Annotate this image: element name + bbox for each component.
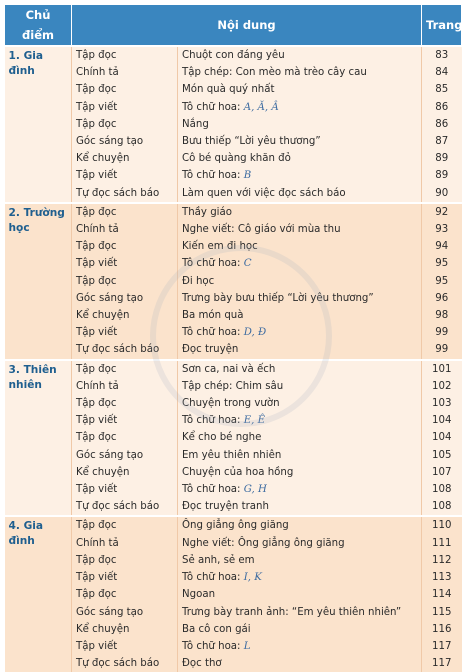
row-content-text: Đi học [182, 275, 215, 287]
row-page-number: 108 [422, 498, 462, 516]
row-subject: Tự đọc sách báo [72, 498, 178, 516]
row-content [178, 447, 422, 464]
header-topic: Chủ điểm [5, 5, 72, 47]
row-content-text: Thầy giáo [182, 206, 232, 218]
row-content-text: Tô chữ hoa: [182, 170, 244, 182]
table-row [5, 150, 462, 167]
row-subject: Góc sáng tạo [72, 604, 178, 621]
row-content-text: Nghe viết: Ông giẳng ông giăng [182, 537, 345, 549]
row-subject: Tự đọc sách báo [72, 341, 178, 359]
table-row [5, 516, 462, 534]
row-page-number: 117 [422, 655, 462, 672]
row-page-number: 95 [422, 273, 462, 290]
row-content-text: Chuyện trong vườn [182, 398, 280, 410]
table-of-contents [4, 4, 462, 672]
section-topic: 1. Gia đình [5, 46, 72, 203]
row-subject: Tự đọc sách báo [72, 655, 178, 672]
table-row [5, 185, 462, 203]
row-page-number: 104 [422, 412, 462, 429]
row-content-text: Tô chữ hoa: [182, 484, 244, 496]
row-subject: Góc sáng tạo [72, 290, 178, 307]
row-content-text: Kiến em đi học [182, 241, 258, 253]
row-subject: Tập đọc [72, 81, 178, 98]
row-content-text: Nghe viết: Cô giáo với mùa thu [182, 224, 341, 236]
row-page-number: 104 [422, 429, 462, 446]
row-content [178, 552, 422, 569]
row-page-number: 86 [422, 116, 462, 133]
row-content [178, 429, 422, 446]
row-content [178, 638, 422, 655]
row-content [178, 167, 422, 184]
row-subject: Tập viết [72, 481, 178, 498]
row-page-number: 86 [422, 99, 462, 116]
table-row [5, 498, 462, 516]
row-content [178, 133, 422, 150]
row-page-number: 115 [422, 604, 462, 621]
row-content [178, 116, 422, 133]
row-subject: Kể chuyện [72, 621, 178, 638]
table-row [5, 412, 462, 429]
row-page-number: 89 [422, 150, 462, 167]
table-row [5, 116, 462, 133]
table-row [5, 255, 462, 272]
row-content [178, 464, 422, 481]
row-content [178, 290, 422, 307]
row-content [178, 81, 422, 98]
row-page-number: 116 [422, 621, 462, 638]
row-subject: Kể chuyện [72, 150, 178, 167]
row-content-text: Chuyện của hoa hồng [182, 466, 294, 478]
table-row [5, 290, 462, 307]
row-subject: Tập đọc [72, 203, 178, 221]
row-content [178, 655, 422, 672]
row-page-number: 112 [422, 552, 462, 569]
row-subject: Góc sáng tạo [72, 447, 178, 464]
row-subject: Tập đọc [72, 273, 178, 290]
row-page-number: 95 [422, 255, 462, 272]
table-row [5, 273, 462, 290]
row-subject: Chính tả [72, 378, 178, 395]
row-content [178, 46, 422, 64]
row-content-text: Tô chữ hoa: [182, 415, 244, 427]
row-subject: Tập đọc [72, 516, 178, 534]
row-content [178, 307, 422, 324]
table-row [5, 81, 462, 98]
row-script-letters: C [243, 258, 252, 270]
table-row [5, 395, 462, 412]
row-subject: Tập đọc [72, 552, 178, 569]
row-page-number: 99 [422, 341, 462, 359]
row-page-number: 87 [422, 133, 462, 150]
row-subject: Tập đọc [72, 586, 178, 603]
row-subject: Tập viết [72, 412, 178, 429]
table-row [5, 99, 462, 116]
row-page-number: 99 [422, 324, 462, 341]
table-row [5, 378, 462, 395]
row-content-text: Bưu thiếp “Lời yêu thương” [182, 136, 321, 148]
row-script-letters: E, Ê [243, 415, 266, 427]
row-content [178, 221, 422, 238]
row-content [178, 273, 422, 290]
row-content-text: Tập chép: Con mèo mà trèo cây cau [182, 67, 367, 79]
row-content [178, 99, 422, 116]
row-page-number: 102 [422, 378, 462, 395]
table-row [5, 655, 462, 672]
row-content-text: Ngoan [182, 589, 216, 601]
row-content [178, 238, 422, 255]
row-content [178, 255, 422, 272]
row-content [178, 185, 422, 203]
row-subject: Tập viết [72, 167, 178, 184]
row-content [178, 412, 422, 429]
row-page-number: 105 [422, 447, 462, 464]
row-page-number: 111 [422, 535, 462, 552]
row-content-text: Tô chữ hoa: [182, 258, 244, 270]
row-content-text: Sẻ anh, sẻ em [182, 554, 255, 566]
row-page-number: 89 [422, 167, 462, 184]
row-content-text: Chuột con đáng yêu [182, 50, 285, 61]
row-page-number: 84 [422, 64, 462, 81]
row-script-letters: L [243, 640, 251, 652]
row-content-text: Tô chữ hoa: [182, 572, 244, 584]
row-content-text: Tô chữ hoa: [182, 101, 244, 113]
row-page-number: 108 [422, 481, 462, 498]
row-content [178, 203, 422, 221]
row-content-text: Trưng bày tranh ảnh: “Em yêu thiên nhiên” [182, 606, 402, 618]
row-subject: Góc sáng tạo [72, 133, 178, 150]
row-content-text: Làm quen với việc đọc sách báo [182, 187, 346, 199]
row-content [178, 516, 422, 534]
row-content [178, 569, 422, 586]
row-page-number: 110 [422, 516, 462, 534]
row-content [178, 621, 422, 638]
row-content-text: Em yêu thiên nhiên [182, 449, 282, 461]
row-page-number: 103 [422, 395, 462, 412]
toc-container [4, 4, 461, 672]
row-subject: Tập viết [72, 569, 178, 586]
table-row [5, 167, 462, 184]
table-row [5, 638, 462, 655]
row-content [178, 586, 422, 603]
table-header-row [5, 5, 462, 47]
row-page-number: 85 [422, 81, 462, 98]
row-script-letters: I, K [243, 572, 262, 584]
row-page-number: 92 [422, 203, 462, 221]
row-content-text: Nắng [182, 118, 209, 130]
row-content-text: Ba món quà [182, 310, 244, 322]
row-content [178, 395, 422, 412]
table-row [5, 238, 462, 255]
row-content-text: Đọc thơ [182, 658, 222, 670]
row-content [178, 604, 422, 621]
table-row [5, 569, 462, 586]
table-row [5, 621, 462, 638]
row-page-number: 117 [422, 638, 462, 655]
row-subject: Kể chuyện [72, 464, 178, 481]
row-subject: Tập đọc [72, 429, 178, 446]
row-content-text: Tô chữ hoa: [182, 327, 244, 339]
table-row [5, 429, 462, 446]
table-row [5, 447, 462, 464]
row-page-number: 96 [422, 290, 462, 307]
row-page-number: 93 [422, 221, 462, 238]
row-script-letters: D, Đ [243, 327, 267, 339]
row-subject: Tập đọc [72, 46, 178, 64]
row-content-text: Tô chữ hoa: [182, 640, 244, 652]
header-page: Trang [422, 5, 462, 47]
row-content-text: Sơn ca, nai và ếch [182, 363, 276, 375]
row-subject: Tập viết [72, 255, 178, 272]
row-content [178, 324, 422, 341]
row-subject: Tập đọc [72, 116, 178, 133]
table-row [5, 535, 462, 552]
row-content-text: Đọc truyện tranh [182, 501, 269, 513]
table-row [5, 481, 462, 498]
row-content-text: Ông giẳng ông giăng [182, 520, 289, 532]
row-page-number: 107 [422, 464, 462, 481]
row-page-number: 94 [422, 238, 462, 255]
row-subject: Tập đọc [72, 395, 178, 412]
table-row [5, 133, 462, 150]
table-row [5, 221, 462, 238]
row-page-number: 113 [422, 569, 462, 586]
table-row [5, 341, 462, 359]
row-subject: Chính tả [72, 221, 178, 238]
row-script-letters: B [243, 170, 252, 182]
table-row [5, 46, 462, 64]
row-subject: Tập viết [72, 99, 178, 116]
row-content [178, 481, 422, 498]
row-content [178, 360, 422, 378]
row-content-text: Cô bé quàng khăn đỏ [182, 153, 291, 165]
section-topic: 2. Trường học [5, 203, 72, 360]
section-topic: 3. Thiên nhiên [5, 360, 72, 517]
row-subject: Tập viết [72, 638, 178, 655]
row-content [178, 498, 422, 516]
row-content-text: Ba cô con gái [182, 623, 251, 635]
table-row [5, 64, 462, 81]
row-subject: Tự đọc sách báo [72, 185, 178, 203]
row-subject: Kể chuyện [72, 307, 178, 324]
row-content [178, 150, 422, 167]
table-row [5, 203, 462, 221]
row-content [178, 64, 422, 81]
row-subject: Chính tả [72, 535, 178, 552]
row-subject: Tập đọc [72, 238, 178, 255]
table-row [5, 552, 462, 569]
row-content-text: Tập chép: Chim sâu [182, 380, 284, 392]
row-content-text: Đọc truyện [182, 344, 239, 356]
row-script-letters: G, H [243, 484, 267, 496]
table-row [5, 360, 462, 378]
row-subject: Tập đọc [72, 360, 178, 378]
table-row [5, 324, 462, 341]
row-page-number: 98 [422, 307, 462, 324]
row-subject: Tập viết [72, 324, 178, 341]
row-page-number: 83 [422, 46, 462, 64]
row-page-number: 90 [422, 185, 462, 203]
row-content [178, 341, 422, 359]
row-content [178, 378, 422, 395]
row-subject: Chính tả [72, 64, 178, 81]
table-row [5, 307, 462, 324]
row-script-letters: A, Ă, Â [243, 101, 279, 113]
table-body [5, 46, 462, 672]
table-row [5, 586, 462, 603]
row-content-text: Trưng bày bưu thiếp “Lời yêu thương” [182, 292, 374, 304]
row-content-text: Kể cho bé nghe [182, 432, 262, 444]
row-content [178, 535, 422, 552]
row-page-number: 114 [422, 586, 462, 603]
header-content: Nội dung [72, 5, 422, 47]
table-row [5, 464, 462, 481]
section-topic: 4. Gia đình [5, 516, 72, 672]
table-row [5, 604, 462, 621]
row-page-number: 101 [422, 360, 462, 378]
row-content-text: Món quà quý nhất [182, 84, 275, 96]
